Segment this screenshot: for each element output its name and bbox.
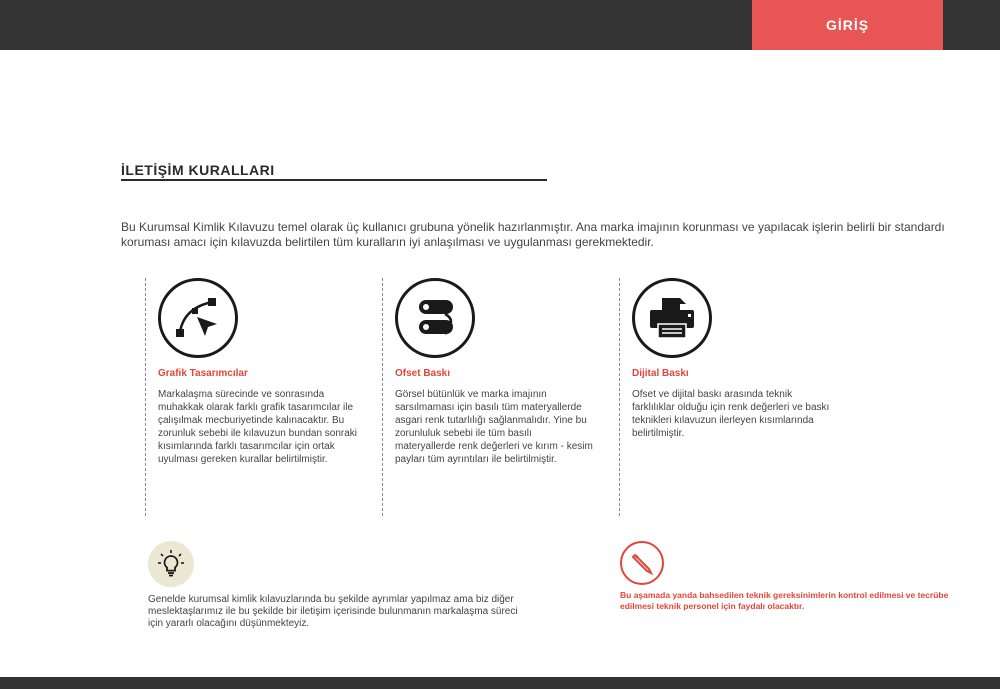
offset-rollers-icon — [395, 278, 475, 358]
bottom-bar — [0, 677, 1000, 689]
nav-tab-giris[interactable] — [752, 0, 943, 50]
section-title: İLETİŞİM KURALLARI — [121, 162, 275, 178]
nav-tab-label: GİRİŞ — [825, 17, 870, 33]
lightbulb-icon — [148, 541, 194, 587]
vector-cursor-icon — [158, 278, 238, 358]
column-text: Görsel bütünlük ve marka imajının sarsılmaması için basılı tüm materyallerde asgari renk tutarlılığı sağlanmalıdır. Yine bu zorunluluk sebebi ile tüm basılı materyallerde renk değerleri ve kırım - kesim payları tüm ayrıntıları ile belirtilmiştir. — [395, 389, 593, 465]
title-underline — [121, 179, 547, 181]
note-left-text: Genelde kurumsal kimlik kılavuzlarında bu şekilde ayrımlar yapılmaz ama biz diğer meslektaşlarımız ile bu şekilde bir iletişim içerisinde bulunmanın markalaşma süreci için yararlı olacağını düşünmekteyiz. — [148, 594, 518, 629]
printer-icon — [632, 278, 712, 358]
column-title: Dijital Baskı — [632, 368, 689, 379]
pencil-icon — [620, 541, 664, 585]
column-offset-print — [382, 278, 607, 516]
note-right-text: Bu aşamada yanda bahsedilen teknik gereksinimlerin kontrol edilmesi ve tecrübe edilmesi teknik personel için faydalı olacaktır. — [620, 590, 949, 611]
column-title: Grafik Tasarımcılar — [158, 368, 248, 379]
column-title: Ofset Baskı — [395, 368, 451, 379]
column-text: Ofset ve dijital baskı arasında teknik farklılıklar olduğu için renk değerleri ve baskı teknikleri kılavuzun ilerleyen kısımlarında belirtilmiştir. — [632, 389, 830, 439]
column-graphic-designers — [145, 278, 370, 516]
column-digital-print — [619, 278, 849, 516]
column-text: Markalaşma sürecinde ve sonrasında muhakkak olarak farklı grafik tasarımcılar ile çalışılmak mecburiyetinde kalınacaktır. Bu zorunluk sebebi ile kılavuzun bundan sonraki kısımlarında farklı tasarımcılar için ortak uyulması gereken kurallar belirtilmiştir. — [158, 389, 358, 465]
intro-paragraph: Bu Kurumsal Kimlik Kılavuzu temel olarak üç kullanıcı grubuna yönelik hazırlanmıştır. Ana marka imajının korunması ve yapılacak işlerin belirli bir standardı koruması amacı için kılavuzda belirtilen tüm kuralların iyi anlaşılması ve uygulanması gerekmektedir. — [121, 220, 945, 249]
